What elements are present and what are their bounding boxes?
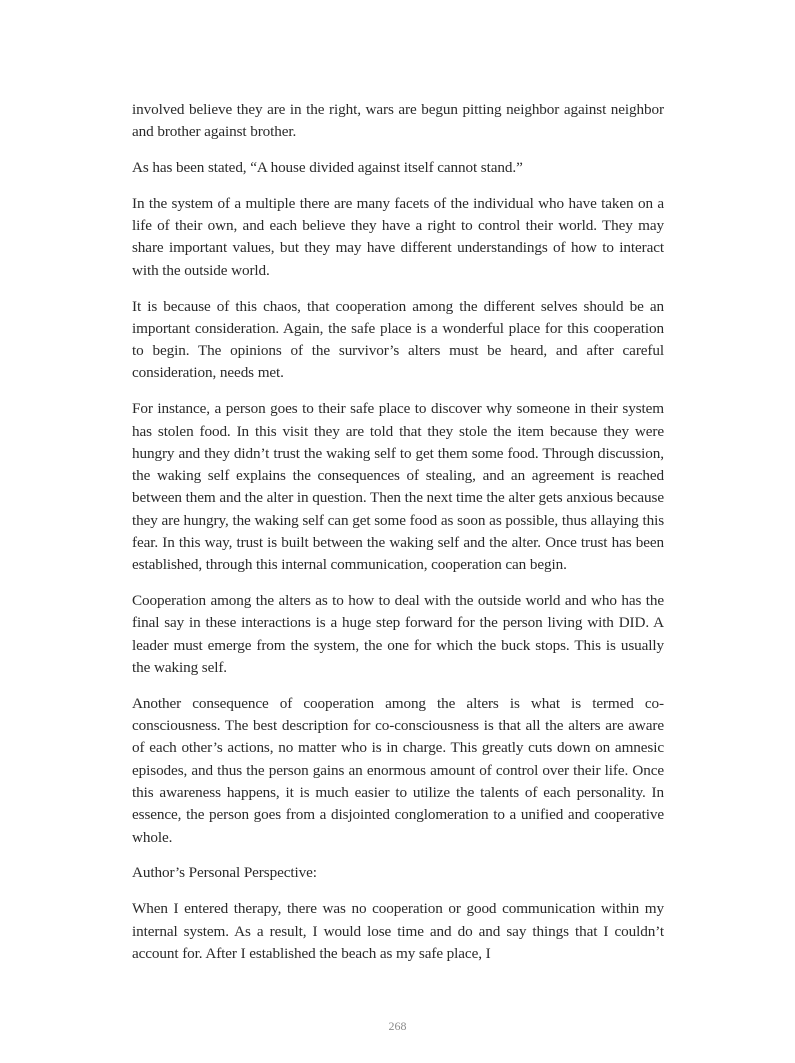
paragraph-entered-therapy: When I entered therapy, there was no cooperation or good communication within my internal system. As a result, I would lose time and do and say things that I couldn’t account for. After I established the beach as my safe place, I <box>132 900 664 962</box>
body-text <box>132 99 664 979</box>
paragraph-multiple-system: In the system of a multiple there are many facets of the individual who have taken on a life of their own, and each believe they have a right to control their world. They may share important values, but they may have different understandings of how to interact with the outside world. <box>132 194 664 279</box>
paragraph-chaos-cooperation: It is because of this chaos, that cooperation among the different selves should be an important consideration. Again, the safe place is a wonderful place for this cooperation to begin. The opinions of the survivor’s alters must be heard, and after careful consideration, needs met. <box>132 297 664 382</box>
page-number: 268 <box>388 1019 407 1033</box>
paragraph-stolen-food-example: For instance, a person goes to their safe place to discover why someone in their system has stolen food. In this visit they are told that they stole the item because they were hungry and they didn’t trust the waking self to get them some food. Through discussion, the waking self explains the consequences of stealing, and an agreement is reached between them and the alter in question. Then the next time the alter gets anxious because they are hungry, the waking self can get some food as soon as possible, thus allaying this fear. In this way, trust is built between the waking self and the alter. Once trust has been established, through this internal communication, cooperation can begin. <box>132 400 664 574</box>
paragraph-quote: As has been stated, “A house divided against itself cannot stand.” <box>132 159 523 177</box>
paragraph-co-consciousness: Another consequence of cooperation among the alters is what is termed co-consciousness. The best description for co-consciousness is that all the alters are aware of each other’s actions, no matter who is in charge. This greatly cuts down on amnesic episodes, and thus the person gains an enormous amount of control over their life. Once this awareness happens, it is much easier to utilize the talents of each personality. In essence, the person goes from a disjointed conglomeration to a unified and cooperative whole. <box>132 694 664 846</box>
paragraph-leader-emerges: Cooperation among the alters as to how to deal with the outside world and who has the final say in these interactions is a huge step forward for the person living with DID. A leader must emerge from the system, the one for which the buck stops. This is usually the waking self. <box>132 592 664 677</box>
section-heading-personal-perspective: Author’s Personal Perspective: <box>132 864 317 882</box>
paragraph-house-divided-context: involved believe they are in the right, wars are begun pitting neighbor against neighbor and brother against brother. <box>132 101 664 141</box>
